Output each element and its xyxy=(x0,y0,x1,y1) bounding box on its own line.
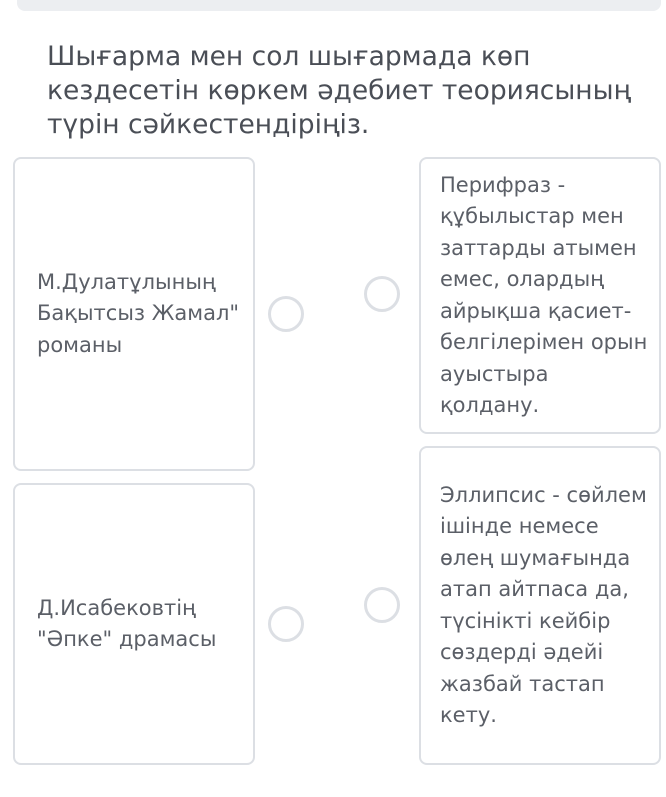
question-text: Шығарма мен сол шығармада көп кездесетін көркем әдебиет теориясының түрін сәйкестендіріңіз. xyxy=(47,41,632,140)
left-connector-radio-2[interactable] xyxy=(268,606,304,642)
match-left-card-2[interactable] xyxy=(13,483,255,765)
left-connector-radio-1[interactable] xyxy=(268,296,304,332)
match-right-card-1[interactable] xyxy=(419,157,661,434)
header-bar xyxy=(17,0,661,11)
right-connector-radio-1[interactable] xyxy=(364,276,400,312)
match-left-card-1[interactable] xyxy=(13,157,255,471)
match-right-card-text: Перифраз - құбылыстар мен заттарды атымен емес, олардың айрықша қасиет-белгілерімен орын ауыстыра қолдану. xyxy=(440,172,648,417)
match-right-card-2[interactable] xyxy=(419,446,661,765)
match-left-card-text: М.Дулатұлының Бақытсыз Жамал" романы xyxy=(37,269,240,357)
right-connector-radio-2[interactable] xyxy=(364,587,400,623)
match-right-card-text: Эллипсис - сөйлем ішінде немесе өлең шумағында атап айтпаса да, түсінікті кейбір сөздерді әдейі жазбай тастап кету. xyxy=(440,482,647,727)
match-left-card-text: Д.Исабековтің "Әпке" драмасы xyxy=(37,595,217,651)
